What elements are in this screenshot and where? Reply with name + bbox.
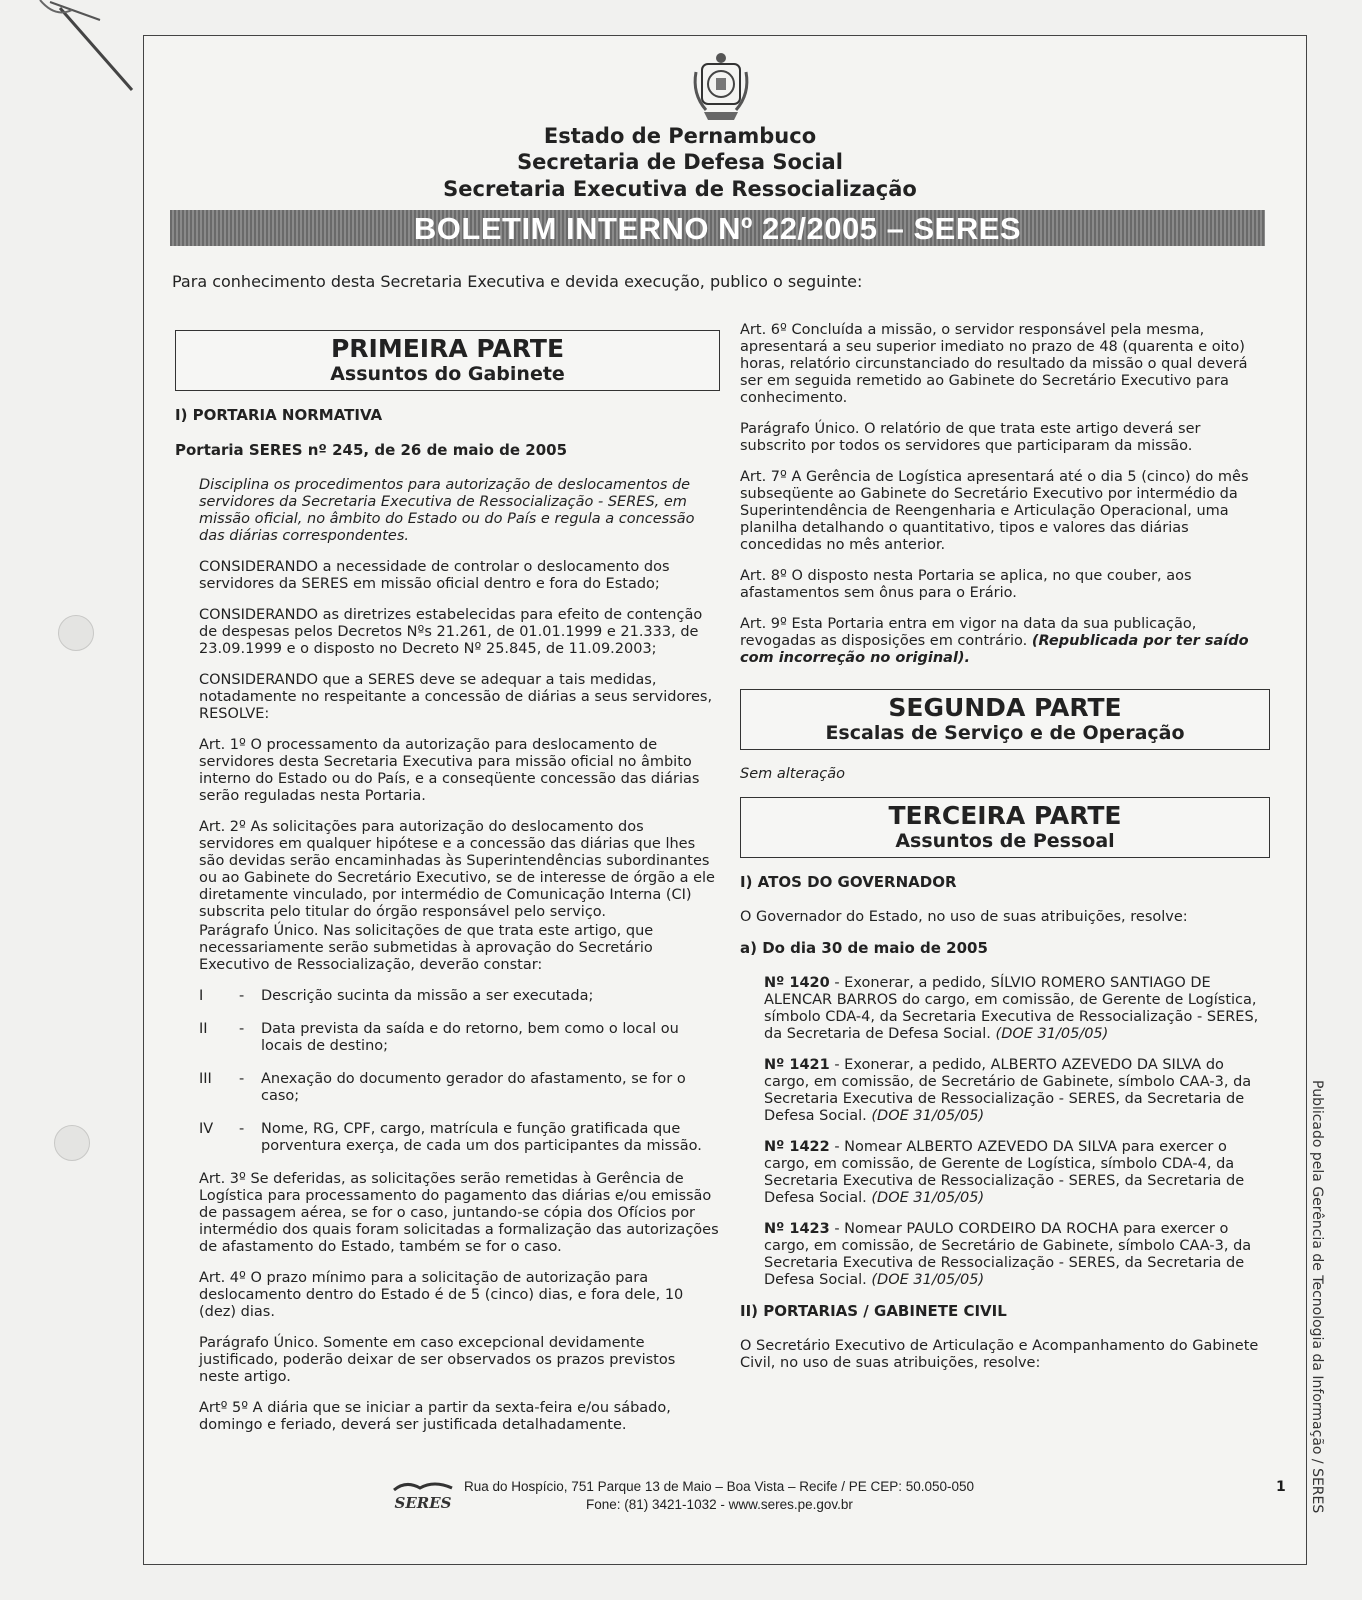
executive-secretariat-name: Secretaria Executiva de Ressocialização bbox=[443, 177, 917, 201]
article-4-paragraph: Parágrafo Único. Somente em caso excepcional devidamente justificado, poderão deixar de ser observados os prazos previstos neste artigo. bbox=[199, 1335, 676, 1385]
part-two-title: SEGUNDA PARTE bbox=[888, 693, 1122, 722]
part-three-title: TERCEIRA PARTE bbox=[888, 801, 1122, 830]
part-three-subtitle: Assuntos de Pessoal bbox=[895, 830, 1115, 852]
governor-act: Nº 1420 - Exonerar, a pedido, SÍLVIO ROMERO SANTIAGO DE ALENCAR BARROS do cargo, em comissão, de Gerente de Logística, símbolo CDA-4, da Secretaria Executiva de Ressocialização - SERES, da Secretaria de Defesa Social. (DOE 31/05/05) bbox=[764, 975, 1259, 1042]
part-two-status: Sem alteração bbox=[740, 766, 845, 782]
list-item: IV - Nome, RG, CPF, cargo, matrícula e função gratificada que porventura exerça, de cada um dos participantes da missão. bbox=[199, 1121, 702, 1154]
article-9: Art. 9º Esta Portaria entra em vigor na data da sua publicação, revogadas as disposições em contrário. (Republicada por ter saído com incorreção no original). bbox=[740, 616, 1249, 666]
left-column bbox=[175, 330, 720, 1448]
publisher-sidebar: Publicado pela Gerência de Tecnologia da Informação / SERES bbox=[1309, 1080, 1325, 1514]
state-coat-of-arms-icon bbox=[690, 50, 752, 124]
state-name: Estado de Pernambuco bbox=[543, 124, 817, 148]
article-6-paragraph: Parágrafo Único. O relatório de que trata este artigo deverá ser subscrito por todos os servidores que participaram da missão. bbox=[740, 421, 1201, 454]
portaria-heading: Portaria SERES nº 245, de 26 de maio de 2005 bbox=[175, 441, 567, 459]
article-8: Art. 8º O disposto nesta Portaria se aplica, no que couber, aos afastamentos sem ônus para o Erário. bbox=[740, 568, 1192, 601]
governor-act: Nº 1421 - Exonerar, a pedido, ALBERTO AZEVEDO DA SILVA do cargo, em comissão, de Secretário de Gabinete, símbolo CAA-3, da Secretaria Executiva de Ressocialização - SERES, da Secretaria de Defesa Social. (DOE 31/05/05) bbox=[764, 1057, 1252, 1124]
republication-note: (Republicada por ter saído com incorreção no original). bbox=[740, 633, 1249, 666]
right-column bbox=[740, 322, 1270, 1386]
secretariat-name: Secretaria de Defesa Social bbox=[517, 150, 843, 174]
article-3: Art. 3º Se deferidas, as solicitações serão remetidas à Gerência de Logística para processamento do pagamento das diárias e/ou emissão de passagem aérea, se for o caso, juntando-se cópia dos Ofícios por intermédio dos quais foram solicitadas a formalização das autorizações de afastamento do Estado, também se for o caso. bbox=[199, 1171, 719, 1255]
considering-paragraph: CONSIDERANDO as diretrizes estabelecidas para efeito de contenção de despesas pelos Decretos Nºs 21.261, de 01.01.1999 e 21.333, de 23.09.1999 e o disposto no Decreto Nº 25.845, de 11.09.2003; bbox=[199, 607, 703, 657]
portaria-summary: Disciplina os procedimentos para autorização de deslocamentos de servidores da Secretaria Executiva de Ressocialização - SERES, em missão oficial, no âmbito do Estado ou do País e regula a concessão das diárias correspondentes. bbox=[199, 477, 695, 544]
governor-act: Nº 1423 - Nomear PAULO CORDEIRO DA ROCHA para exercer o cargo, em comissão, de Secretário de Gabinete, símbolo CAA-3, da Secretaria Executiva de Ressocialização - SERES, da Secretaria de Defesa Social. (DOE 31/05/05) bbox=[764, 1221, 1252, 1288]
article-1: Art. 1º O processamento da autorização para deslocamento de servidores desta Secretaria Executiva para missão oficial no âmbito interno do Estado ou do País, e a conseqüente concessão das diárias serão reguladas nesta Portaria. bbox=[199, 737, 700, 804]
article-4: Art. 4º O prazo mínimo para a solicitação de autorização para deslocamento dentro do Estado é de 5 (cinco) dias, e fora dele, 10 (dez) dias. bbox=[199, 1270, 684, 1320]
list-item: III - Anexação do documento gerador do afastamento, se for o caso; bbox=[199, 1071, 686, 1104]
article-2-paragraph: Parágrafo Único. Nas solicitações de que trata este artigo, que necessariamente serão submetidas à aprovação do Secretário Executivo de Ressocialização, deverão constar: bbox=[199, 923, 654, 973]
svg-text:SERES: SERES bbox=[394, 1494, 452, 1512]
section-heading: I) PORTARIA NORMATIVA bbox=[175, 406, 383, 424]
page-number: 1 bbox=[1276, 1479, 1286, 1495]
part-one-box bbox=[175, 330, 720, 391]
intro-text: Para conhecimento desta Secretaria Executiva e devida execução, publico o seguinte: bbox=[172, 272, 863, 291]
governor-act: Nº 1422 - Nomear ALBERTO AZEVEDO DA SILVA para exercer o cargo, em comissão, de Gerente de Logística, símbolo CDA-4, da Secretaria Executiva de Ressocialização - SERES, da Secretaria de Defesa Social. (DOE 31/05/05) bbox=[764, 1139, 1245, 1206]
list-item: I - Descrição sucinta da missão a ser executada; bbox=[199, 988, 594, 1004]
part-two-subtitle: Escalas de Serviço e de Operação bbox=[825, 722, 1185, 744]
governor-acts-heading: I) ATOS DO GOVERNADOR bbox=[740, 873, 957, 891]
list-item: II - Data prevista da saída e do retorno, bem como o local ou locais de destino; bbox=[199, 1021, 679, 1054]
article-7: Art. 7º A Gerência de Logística apresentará até o dia 5 (cinco) do mês subseqüente ao Gabinete do Secretário Executivo por intermédio da Superintendência de Reengenharia e Articulação Operacional, uma planilha detalhando o quantitativo, tipos e valores das diárias concedidas no mês anterior. bbox=[740, 469, 1249, 553]
punch-hole bbox=[54, 1125, 90, 1161]
civil-intro: O Secretário Executivo de Articulação e Acompanhamento do Gabinete Civil, no uso de suas atribuições, resolve: bbox=[740, 1338, 1259, 1371]
considering-paragraph: CONSIDERANDO a necessidade de controlar o deslocamento dos servidores da SERES em missão oficial dentro e fora do Estado; bbox=[199, 559, 670, 592]
bulletin-title-banner: BOLETIM INTERNO Nº 22/2005 – SERES bbox=[170, 210, 1265, 246]
part-two-box bbox=[740, 689, 1270, 750]
staple-mark bbox=[0, 0, 150, 110]
footer-contact: Fone: (81) 3421-1032 - www.seres.pe.gov.br bbox=[586, 1497, 853, 1512]
footer-address: Rua do Hospício, 751 Parque 13 de Maio – Boa Vista – Recife / PE CEP: 50.050-050 bbox=[464, 1479, 975, 1494]
article-2: Art. 2º As solicitações para autorização do deslocamento dos servidores em qualquer hipótese e a concessão das diárias que lhes são devidas serão encaminhadas às Superintendências subordinantes ou ao Gabinete do Secretário Executivo, se de interesse de órgão a ele diretamente vinculado, por intermédio de Comunicação Interna (CI) subscrita pelo titular do órgão responsável pelo serviço. bbox=[199, 819, 715, 920]
considering-paragraph: CONSIDERANDO que a SERES deve se adequar a tais medidas, notadamente no respeitante a concessão de diárias a seus servidores, RESOLVE: bbox=[199, 672, 713, 722]
governor-intro: O Governador do Estado, no uso de suas atribuições, resolve: bbox=[740, 909, 1188, 925]
part-three-box bbox=[740, 797, 1270, 858]
seres-logo-icon bbox=[390, 1478, 456, 1512]
date-heading: a) Do dia 30 de maio de 2005 bbox=[740, 939, 988, 957]
civil-portarias-heading: II) PORTARIAS / GABINETE CIVIL bbox=[740, 1302, 1007, 1320]
part-one-title: PRIMEIRA PARTE bbox=[330, 334, 565, 363]
article-5: Artº 5º A diária que se iniciar a partir da sexta-feira e/ou sábado, domingo e feriado, deverá ser justificada detalhadamente. bbox=[199, 1400, 671, 1433]
part-one-subtitle: Assuntos do Gabinete bbox=[330, 363, 565, 385]
article-6: Art. 6º Concluída a missão, o servidor responsável pela mesma, apresentará a seu superior imediato no prazo de 48 (quarenta e oito) horas, relatório circunstanciado do resultado da missão o qual deverá ser em seguida remetido ao Gabinete do Secretário Executivo para conhecimento. bbox=[740, 322, 1248, 406]
punch-hole bbox=[58, 615, 94, 651]
